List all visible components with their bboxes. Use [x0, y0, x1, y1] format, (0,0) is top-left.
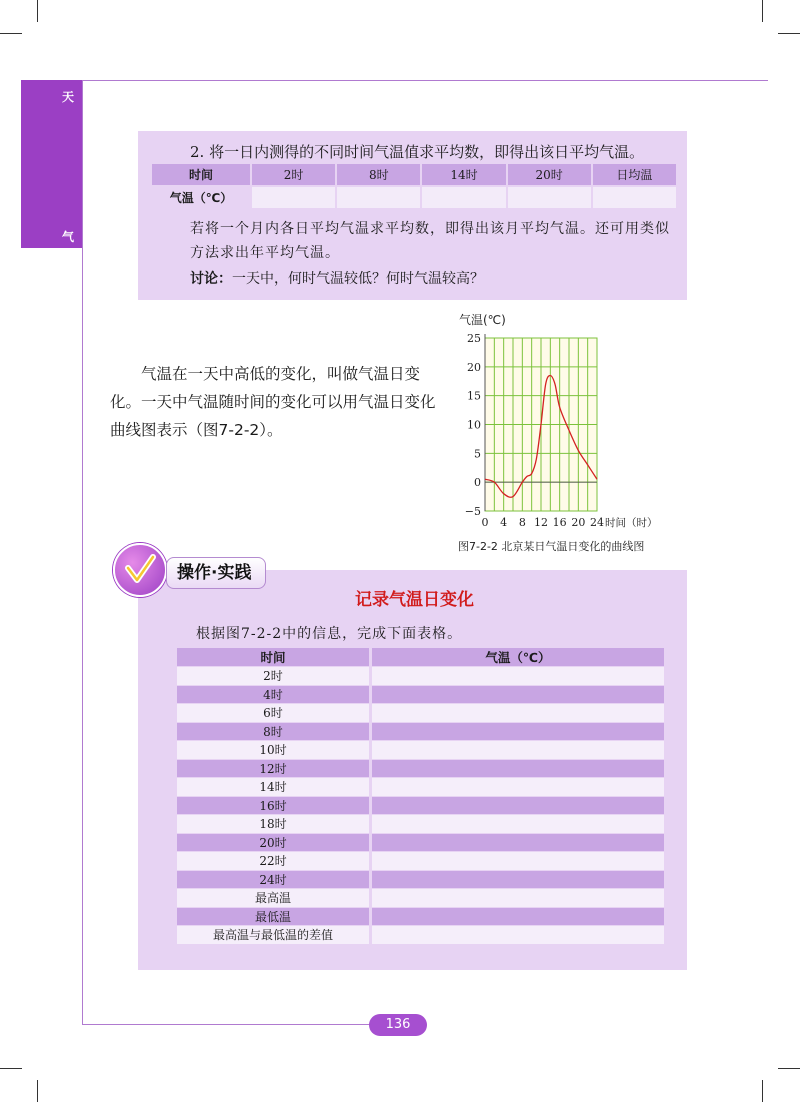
- crop-mark: [762, 1080, 763, 1102]
- table-row: [177, 926, 664, 945]
- y-tick-label: 10: [467, 418, 481, 432]
- row-label: 14时: [177, 778, 371, 797]
- temp-cell: [371, 852, 665, 871]
- column-header: 日均温: [592, 164, 677, 186]
- crop-mark: [778, 33, 800, 34]
- page-number: 136: [369, 1014, 427, 1036]
- row-label: 18时: [177, 815, 371, 834]
- x-tick-label: 4: [500, 516, 508, 529]
- discussion-label: 讨论：: [190, 271, 232, 287]
- method-title: 2. 将一日内测得的不同时间气温值求平均数，即得出该日平均气温。: [190, 143, 645, 161]
- header-time: 时间: [177, 648, 371, 667]
- method-box: [138, 131, 687, 300]
- chapter-sidebar: [21, 80, 82, 248]
- crop-mark: [37, 0, 38, 22]
- x-tick-label: 16: [552, 516, 567, 529]
- row-label: 6时: [177, 704, 371, 723]
- temp-cell: [371, 907, 665, 926]
- x-tick-label: 12: [534, 516, 548, 529]
- row-label: 24时: [177, 870, 371, 889]
- table-row: [177, 759, 664, 778]
- bottom-rule: [82, 1024, 372, 1025]
- table-cell: [592, 186, 677, 209]
- y-tick-label: 15: [467, 389, 481, 403]
- temperature-curve-chart: [455, 308, 695, 533]
- crop-mark: [0, 33, 22, 34]
- row-label: 8时: [177, 722, 371, 741]
- crop-mark: [37, 1080, 38, 1102]
- table-row: [152, 164, 677, 186]
- row-label: 12时: [177, 759, 371, 778]
- table-cell: [421, 186, 506, 209]
- y-tick-label: 5: [474, 447, 481, 461]
- row-label: 20时: [177, 833, 371, 852]
- table-row: [177, 667, 664, 686]
- chart-caption: 图7-2-2 北京某日气温日变化的曲线图: [458, 540, 645, 553]
- temp-cell: [371, 926, 665, 945]
- table-cell: [251, 186, 336, 209]
- x-axis-label: 时间（时）: [605, 517, 658, 529]
- monthly-average-text: 若将一个月内各日平均气温求平均数，即得出该月平均气温。还可用类似方法求出年平均气温。: [190, 221, 670, 261]
- temp-cell: [371, 759, 665, 778]
- table-row: [177, 870, 664, 889]
- temp-cell: [371, 722, 665, 741]
- crop-mark: [762, 0, 763, 22]
- temp-cell: [371, 685, 665, 704]
- row-label: 22时: [177, 852, 371, 871]
- practice-badge-label: 操作·实践: [166, 557, 266, 589]
- table-row: [177, 796, 664, 815]
- temp-cell: [371, 741, 665, 760]
- temp-cell: [371, 889, 665, 908]
- x-tick-label: 20: [571, 516, 586, 529]
- practice-title: 记录气温日变化: [355, 590, 474, 610]
- y-tick-label: 0: [474, 476, 481, 490]
- table-cell: [336, 186, 421, 209]
- daily-average-table: [152, 164, 678, 210]
- y-tick-label: 20: [467, 360, 481, 374]
- sidebar-char-top: 天: [62, 90, 75, 104]
- crop-mark: [778, 1068, 800, 1069]
- row-label: 最低温: [177, 907, 371, 926]
- table-row: [177, 889, 664, 908]
- discussion: [190, 268, 484, 288]
- top-rule: [82, 80, 768, 81]
- header-temp: 气温（℃）: [371, 648, 665, 667]
- column-header: 2时: [251, 164, 336, 186]
- table-cell: [507, 186, 592, 209]
- sidebar-char-bottom: 气: [62, 230, 75, 244]
- temp-cell: [371, 833, 665, 852]
- row-label: 4时: [177, 685, 371, 704]
- temp-cell: [371, 796, 665, 815]
- crop-mark: [0, 1068, 22, 1069]
- column-header: 20时: [507, 164, 592, 186]
- table-row: [177, 741, 664, 760]
- x-tick-label: 0: [481, 516, 489, 529]
- row-label: 2时: [177, 667, 371, 686]
- column-header: 8时: [336, 164, 421, 186]
- checkmark-icon: [115, 545, 165, 595]
- table-row: [177, 852, 664, 871]
- discussion-text: 一天中，何时气温较低？何时气温较高？: [232, 271, 484, 287]
- practice-intro: 根据图7-2-2中的信息，完成下面表格。: [196, 626, 463, 642]
- table-row: [177, 722, 664, 741]
- temp-cell: [371, 778, 665, 797]
- table-row: [177, 778, 664, 797]
- table-row: [152, 186, 677, 209]
- row-label: 最高温与最低温的差值: [177, 926, 371, 945]
- row-label: 10时: [177, 741, 371, 760]
- y-axis-label: 气温(℃): [459, 313, 506, 327]
- row-label-time: 时间: [152, 164, 251, 186]
- y-tick-label: 25: [467, 332, 481, 345]
- row-label: 16时: [177, 796, 371, 815]
- table-header-row: [177, 648, 664, 667]
- table-row: [177, 833, 664, 852]
- x-tick-label: 24: [590, 516, 604, 529]
- table-row: [177, 704, 664, 723]
- temp-cell: [371, 667, 665, 686]
- main-paragraph: 气温在一天中高低的变化，叫做气温日变化。一天中气温随时间的变化可以用气温日变化曲线图表示（图7-2-2）。: [110, 365, 436, 439]
- x-tick-label: 8: [518, 516, 526, 529]
- row-label-temp: 气温（℃）: [152, 186, 251, 209]
- table-row: [177, 815, 664, 834]
- temp-cell: [371, 704, 665, 723]
- temp-cell: [371, 815, 665, 834]
- row-label: 最高温: [177, 889, 371, 908]
- left-rule: [82, 80, 83, 1025]
- table-row: [177, 685, 664, 704]
- y-tick-label: −5: [464, 505, 481, 518]
- record-table: [177, 648, 664, 945]
- table-row: [177, 907, 664, 926]
- check-badge-icon: [113, 543, 167, 597]
- column-header: 14时: [421, 164, 506, 186]
- temp-cell: [371, 870, 665, 889]
